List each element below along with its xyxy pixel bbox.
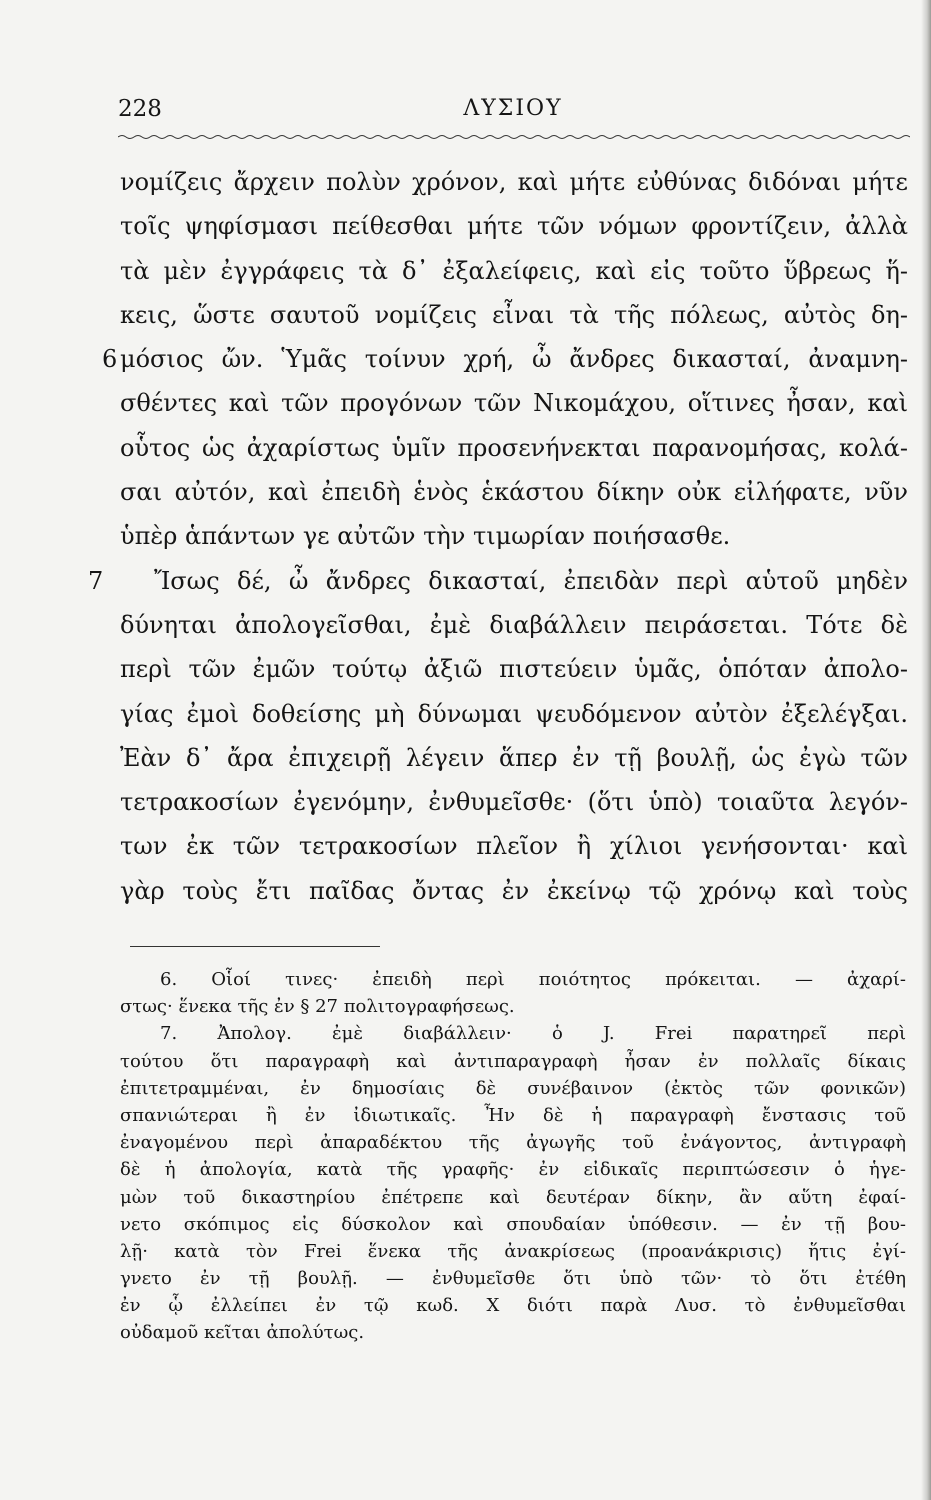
- text-line: [88, 559, 908, 603]
- text-line-content: ὑπὲρ ἁπάντων γε αὐτῶν τὴν τιμωρίαν ποιήσασθε.: [120, 522, 731, 551]
- text-line-content: τετρακοσίων ἐγενόμην, ἐνθυμεῖσθε· (ὅτι ὑπὸ) τοιαῦτα λεγόν-: [120, 788, 908, 817]
- text-line: [120, 160, 908, 204]
- footnote-rule: [130, 946, 380, 947]
- header-rule: [118, 134, 910, 140]
- footnote-line: γνετο ἐν τῇ βουλῇ. — ἐνθυμεῖσθε ὅτι ὑπὸ τῶν· τὸ ὅτι ἐτέθη: [120, 1268, 906, 1290]
- main-text: [88, 160, 910, 913]
- text-line-content: τοῖς ψηφίσμασι πείθεσθαι μήτε τῶν νόμων φροντίζειν, ἀλλὰ: [120, 212, 908, 241]
- page-edge: [921, 0, 931, 1500]
- page-header: [118, 96, 908, 130]
- text-line: [120, 249, 908, 293]
- text-line-content: μόσιος ὤν. Ὑμᾶς τοίνυν χρή, ὦ ἄνδρες δικασταί, ἀναμνη-: [120, 345, 908, 374]
- text-line-content: Ἐὰν δ᾿ ἄρα ἐπιχειρῇ λέγειν ἅπερ ἐν τῇ βουλῇ, ὡς ἐγὼ τῶν: [120, 743, 908, 772]
- footnote-line: λῇ· κατὰ τὸν Frei ἕνεκα τῆς ἀνακρίσεως (προανάκρισις) ἥτις ἐγί-: [120, 1240, 906, 1262]
- text-line-content: σαι αὐτόν, καὶ ἐπειδὴ ἑνὸς ἑκάστου δίκην οὐκ εἰλήφατε, νῦν: [120, 478, 908, 507]
- footnote-line: ἐν ᾧ ἐλλείπει ἐν τῷ κωδ. Χ διότι παρὰ Λυσ. τὸ ἐνθυμεῖσθαι: [120, 1295, 906, 1317]
- text-line-content: οὗτος ὡς ἀχαρίστως ὑμῖν προσενήνεκται παρανομήσας, κολά-: [120, 433, 908, 462]
- text-line: [120, 780, 908, 824]
- text-line: [120, 426, 908, 470]
- text-line: [120, 692, 908, 736]
- text-line: [120, 381, 908, 425]
- text-line: [120, 869, 908, 913]
- footnote-line: δὲ ἡ ἀπολογία, κατὰ τῆς γραφῆς· ἐν εἰδικαῖς περιπτώσεσιν ὁ ἡγε-: [120, 1159, 906, 1181]
- text-line-content: γὰρ τοὺς ἔτι παῖδας ὄντας ἐν ἐκείνῳ τῷ χρόνῳ καὶ τοὺς: [120, 876, 908, 905]
- text-line: [120, 603, 908, 647]
- text-line-content: περὶ τῶν ἐμῶν τούτῳ ἀξιῶ πιστεύειν ὑμᾶς, ὁπόταν ἀπολο-: [120, 655, 908, 684]
- text-line-content: γίας ἐμοὶ δοθείσης μὴ δύνωμαι ψευδόμενον αὐτὸν ἐξελέγξαι.: [120, 699, 908, 728]
- text-line-content: σθέντες καὶ τῶν προγόνων τῶν Νικομάχου, οἵτινες ἦσαν, καὶ: [120, 389, 908, 418]
- running-title: ΛΥΣΙΟΥ: [463, 96, 563, 121]
- text-line-content: Ἴσως δέ, ὦ ἄνδρες δικασταί, ἐπειδὰν περὶ αὑτοῦ μηδὲν: [154, 566, 908, 595]
- footnote-line: 6. Οἷοί τινες· ἐπειδὴ περὶ ποιότητος πρόκειται. — ἀχαρί-: [160, 969, 906, 990]
- text-line: [120, 736, 908, 780]
- text-line: [120, 514, 908, 558]
- text-line-content: των ἐκ τῶν τετρακοσίων πλεῖον ἢ χίλιοι γενήσονται· καὶ: [120, 832, 908, 861]
- footnote-line: 7. Ἀπολογ. ἐμὲ διαβάλλειν· ὁ J. Frei παρατηρεῖ περὶ: [160, 1023, 906, 1045]
- text-line-content: δύνηται ἀπολογεῖσθαι, ἐμὲ διαβάλλειν πειράσεται. Τότε δὲ: [120, 610, 908, 639]
- text-line: [120, 204, 908, 248]
- text-line-content: κεις, ὥστε σαυτοῦ νομίζεις εἶναι τὰ τῆς πόλεως, αὐτὸς δη-: [120, 300, 908, 329]
- page-number: 228: [118, 96, 162, 122]
- footnote-line: νετο σκόπιμος εἰς δύσκολον καὶ σπουδαίαν ὑπόθεσιν. — ἐν τῇ βου-: [120, 1213, 906, 1235]
- text-line-content: νομίζεις ἄρχειν πολὺν χρόνον, καὶ μήτε εὐθύνας διδόναι μήτε: [120, 168, 908, 196]
- text-line-content: τὰ μὲν ἐγγράφεις τὰ δ᾿ ἐξαλείφεις, καὶ εἰς τοῦτο ὕβρεως ἥ-: [120, 256, 908, 285]
- text-line: [120, 824, 908, 868]
- footnote-line: σπανιώτεραι ἢ ἐν ἰδιωτικαῖς. Ἦν δὲ ἡ παραγραφὴ ἔνστασις τοῦ: [120, 1104, 906, 1126]
- footnote-line: ἐναγομένου περὶ ἀπαραδέκτου τῆς ἀγωγῆς τοῦ ἐνάγοντος, ἀντιγραφὴ: [120, 1132, 906, 1154]
- footnote-line: τούτου ὅτι παραγραφὴ καὶ ἀντιπαραγραφὴ ἦσαν ἐν πολλαῖς δίκαις: [120, 1050, 906, 1072]
- footnote-line: ἐπιτετραμμέναι, ἐν δημοσίαις δὲ συνέβαινον (ἐκτὸς τῶν φονικῶν): [120, 1077, 906, 1099]
- section-number: 6: [102, 345, 118, 374]
- footnote-line: στως· ἕνεκα τῆς ἐν § 27 πολιτογραφήσεως.: [120, 996, 515, 1018]
- text-line: [120, 470, 908, 514]
- footnote-line: μὼν τοῦ δικαστηρίου ἐπέτρεπε καὶ δευτέραν δίκην, ἂν αὕτη ἐφαί-: [120, 1186, 906, 1208]
- text-line: [120, 293, 908, 337]
- footnotes: [120, 966, 910, 1347]
- text-line: [120, 647, 908, 691]
- text-line: [102, 337, 908, 381]
- section-number: 7: [88, 566, 104, 595]
- footnote-line: οὐδαμοῦ κεῖται ἀπολύτως.: [120, 1322, 365, 1344]
